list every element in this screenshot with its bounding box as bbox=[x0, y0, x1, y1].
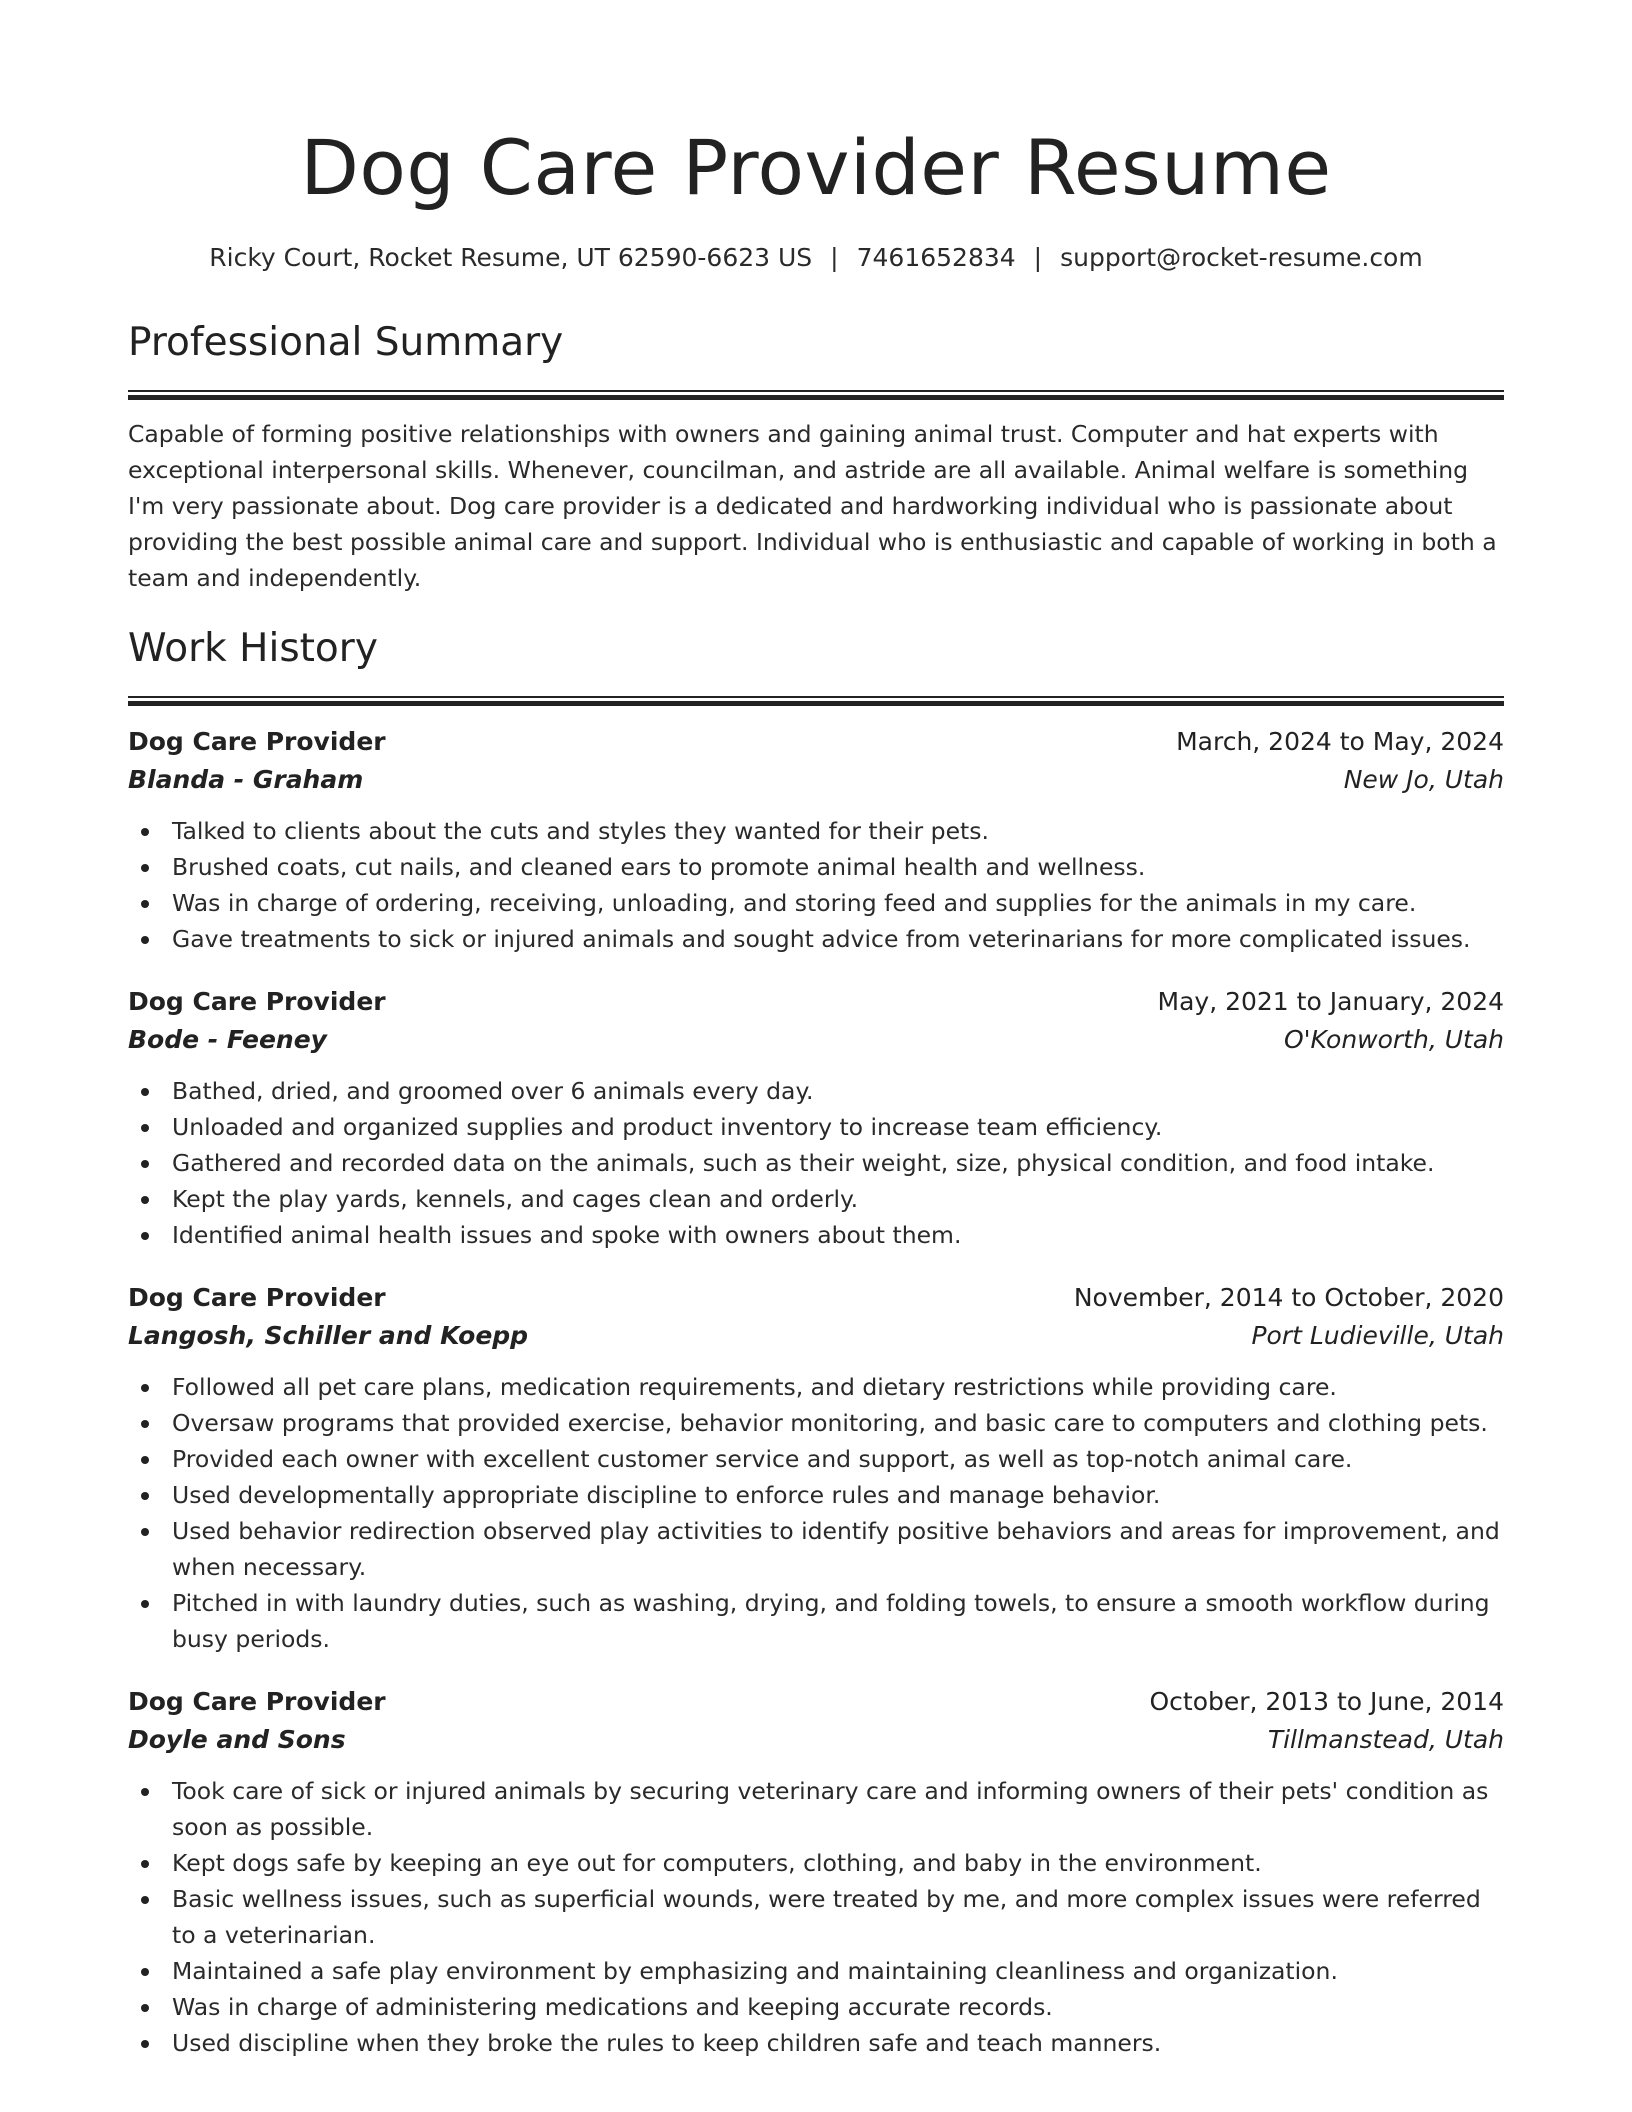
job-title: Dog Care Provider bbox=[128, 1283, 386, 1312]
job-dates: May, 2021 to January, 2024 bbox=[1157, 987, 1504, 1016]
bullet-dot-icon bbox=[141, 2004, 149, 2012]
job-bullet-text: Bathed, dried, and groomed over 6 animals every day. bbox=[172, 1077, 814, 1105]
job-bullet-text: Gave treatments to sick or injured animals and sought advice from veterinarians for more complicated issues. bbox=[172, 925, 1471, 953]
section-divider bbox=[128, 696, 1504, 705]
job-bullet bbox=[172, 1369, 1504, 1405]
job-bullet-list bbox=[128, 1369, 1504, 1657]
job-company: Doyle and Sons bbox=[128, 1725, 346, 1754]
job-subheader-row bbox=[128, 1721, 1504, 1759]
job-bullet-text: Basic wellness issues, such as superficial wounds, were treated by me, and more complex issues were referred to a veterinarian. bbox=[172, 1885, 1481, 1949]
bullet-dot-icon bbox=[141, 1860, 149, 1868]
job-dates: October, 2013 to June, 2014 bbox=[1149, 1687, 1504, 1716]
job-bullet-text: Talked to clients about the cuts and styles they wanted for their pets. bbox=[172, 817, 989, 845]
job-bullet-text: Used discipline when they broke the rules to keep children safe and teach manners. bbox=[172, 2029, 1162, 2057]
job-bullet-text: Pitched in with laundry duties, such as washing, drying, and folding towels, to ensure a smooth workflow during busy periods. bbox=[172, 1589, 1490, 1653]
job-bullet bbox=[172, 1881, 1504, 1953]
job-header-row bbox=[128, 1683, 1504, 1721]
job-bullet-text: Unloaded and organized supplies and product inventory to increase team efficiency. bbox=[172, 1113, 1163, 1141]
job-bullet bbox=[172, 1217, 1504, 1253]
bullet-dot-icon bbox=[141, 1088, 149, 1096]
job-bullet bbox=[172, 1477, 1504, 1513]
bullet-dot-icon bbox=[141, 1124, 149, 1132]
job-bullet-text: Identified animal health issues and spoke with owners about them. bbox=[172, 1221, 962, 1249]
job-header-row bbox=[128, 1279, 1504, 1317]
contact-address: Ricky Court, Rocket Resume, UT 62590-6623 US bbox=[209, 243, 813, 272]
bullet-dot-icon bbox=[141, 2040, 149, 2048]
contact-separator: | bbox=[1033, 243, 1043, 272]
job-bullet-text: Was in charge of administering medications and keeping accurate records. bbox=[172, 1993, 1053, 2021]
job-location: Tillmanstead, Utah bbox=[1267, 1725, 1504, 1754]
job-bullet-text: Maintained a safe play environment by emphasizing and maintaining cleanliness and organization. bbox=[172, 1957, 1338, 1985]
job-company: Blanda - Graham bbox=[128, 765, 364, 794]
job-bullet-list bbox=[128, 1773, 1504, 2061]
job-bullet-text: Kept dogs safe by keeping an eye out for computers, clothing, and baby in the environment. bbox=[172, 1849, 1262, 1877]
job-subheader-row bbox=[128, 1021, 1504, 1059]
job-header-row bbox=[128, 723, 1504, 761]
job-bullet bbox=[172, 813, 1504, 849]
bullet-dot-icon bbox=[141, 1384, 149, 1392]
job-entry bbox=[128, 983, 1504, 1253]
job-location: Port Ludieville, Utah bbox=[1251, 1321, 1504, 1350]
job-dates: November, 2014 to October, 2020 bbox=[1073, 1283, 1504, 1312]
job-location: New Jo, Utah bbox=[1343, 765, 1504, 794]
resume-title: Dog Care Provider Resume bbox=[300, 123, 1332, 212]
job-dates: March, 2024 to May, 2024 bbox=[1176, 727, 1504, 756]
job-title: Dog Care Provider bbox=[128, 727, 386, 756]
job-bullet-text: Used behavior redirection observed play activities to identify positive behaviors and areas for improvement, and when necessary. bbox=[172, 1517, 1500, 1581]
job-bullet bbox=[172, 1109, 1504, 1145]
job-bullet bbox=[172, 1441, 1504, 1477]
job-location: O'Konworth, Utah bbox=[1283, 1025, 1504, 1054]
bullet-dot-icon bbox=[141, 936, 149, 944]
job-bullet-text: Was in charge of ordering, receiving, unloading, and storing feed and supplies for the animals in my care. bbox=[172, 889, 1417, 917]
contact-separator: | bbox=[830, 243, 839, 272]
bullet-dot-icon bbox=[141, 1896, 149, 1904]
bullet-dot-icon bbox=[141, 1196, 149, 1204]
bullet-dot-icon bbox=[141, 828, 149, 836]
job-bullet-text: Took care of sick or injured animals by securing veterinary care and informing owners of their pets' condition as soon as possible. bbox=[172, 1777, 1489, 1841]
job-bullet bbox=[172, 2025, 1504, 2061]
job-subheader-row bbox=[128, 1317, 1504, 1355]
contact-phone: 7461652834 bbox=[856, 243, 1016, 272]
job-bullet bbox=[172, 921, 1504, 957]
job-entry bbox=[128, 1279, 1504, 1657]
job-bullet bbox=[172, 1513, 1504, 1585]
job-bullet-text: Kept the play yards, kennels, and cages clean and orderly. bbox=[172, 1185, 859, 1213]
bullet-dot-icon bbox=[141, 900, 149, 908]
job-bullet bbox=[172, 1773, 1504, 1845]
job-title: Dog Care Provider bbox=[128, 1687, 386, 1716]
bullet-dot-icon bbox=[141, 1456, 149, 1464]
summary-text: Capable of forming positive relationships with owners and gaining animal trust. Computer and hat experts with exceptional interpersonal skills. Whenever, councilman, and astride are all available. Animal welfare is something I'm very passionate about. Dog care provider is a dedicated and hardworking individual who is passionate about providing the best possible animal care and support. Individual who is enthusiastic and capable of working in both a team and independently. bbox=[128, 420, 1497, 592]
job-bullet bbox=[172, 1181, 1504, 1217]
job-bullet bbox=[172, 1145, 1504, 1181]
job-company: Bode - Feeney bbox=[128, 1025, 327, 1054]
job-bullet bbox=[172, 885, 1504, 921]
bullet-dot-icon bbox=[141, 1788, 149, 1796]
job-subheader-row bbox=[128, 761, 1504, 799]
job-bullet-text: Brushed coats, cut nails, and cleaned ears to promote animal health and wellness. bbox=[172, 853, 1146, 881]
contact-email: support@rocket-resume.com bbox=[1060, 243, 1423, 272]
section-divider bbox=[128, 390, 1504, 399]
job-bullet bbox=[172, 1989, 1504, 2025]
job-bullet-text: Followed all pet care plans, medication requirements, and dietary restrictions while providing care. bbox=[172, 1373, 1337, 1401]
bullet-dot-icon bbox=[141, 1160, 149, 1168]
resume-page bbox=[128, 0, 1504, 2061]
bullet-dot-icon bbox=[141, 1232, 149, 1240]
job-bullet-text: Gathered and recorded data on the animals, such as their weight, size, physical condition, and food intake. bbox=[172, 1149, 1435, 1177]
work-history-list bbox=[128, 723, 1504, 2061]
bullet-dot-icon bbox=[141, 1420, 149, 1428]
job-bullet bbox=[172, 1953, 1504, 1989]
job-header-row bbox=[128, 983, 1504, 1021]
section-heading-work-history: Work History bbox=[128, 626, 378, 671]
contact-line bbox=[128, 240, 1504, 276]
job-bullet bbox=[172, 1405, 1504, 1441]
job-entry bbox=[128, 723, 1504, 957]
bullet-dot-icon bbox=[141, 1492, 149, 1500]
job-bullet-text: Oversaw programs that provided exercise, behavior monitoring, and basic care to computers and clothing pets. bbox=[172, 1409, 1488, 1437]
bullet-dot-icon bbox=[141, 1600, 149, 1608]
bullet-dot-icon bbox=[141, 1528, 149, 1536]
job-company: Langosh, Schiller and Koepp bbox=[128, 1321, 529, 1350]
job-bullet bbox=[172, 1585, 1504, 1657]
job-title: Dog Care Provider bbox=[128, 987, 386, 1016]
bullet-dot-icon bbox=[141, 1968, 149, 1976]
job-bullet-list bbox=[128, 1073, 1504, 1253]
job-bullet bbox=[172, 849, 1504, 885]
job-bullet-list bbox=[128, 813, 1504, 957]
job-bullet-text: Used developmentally appropriate discipline to enforce rules and manage behavior. bbox=[172, 1481, 1161, 1509]
job-bullet-text: Provided each owner with excellent customer service and support, as well as top-notch animal care. bbox=[172, 1445, 1353, 1473]
bullet-dot-icon bbox=[141, 864, 149, 872]
job-bullet bbox=[172, 1845, 1504, 1881]
job-bullet bbox=[172, 1073, 1504, 1109]
section-heading-summary: Professional Summary bbox=[128, 320, 564, 365]
job-entry bbox=[128, 1683, 1504, 2061]
